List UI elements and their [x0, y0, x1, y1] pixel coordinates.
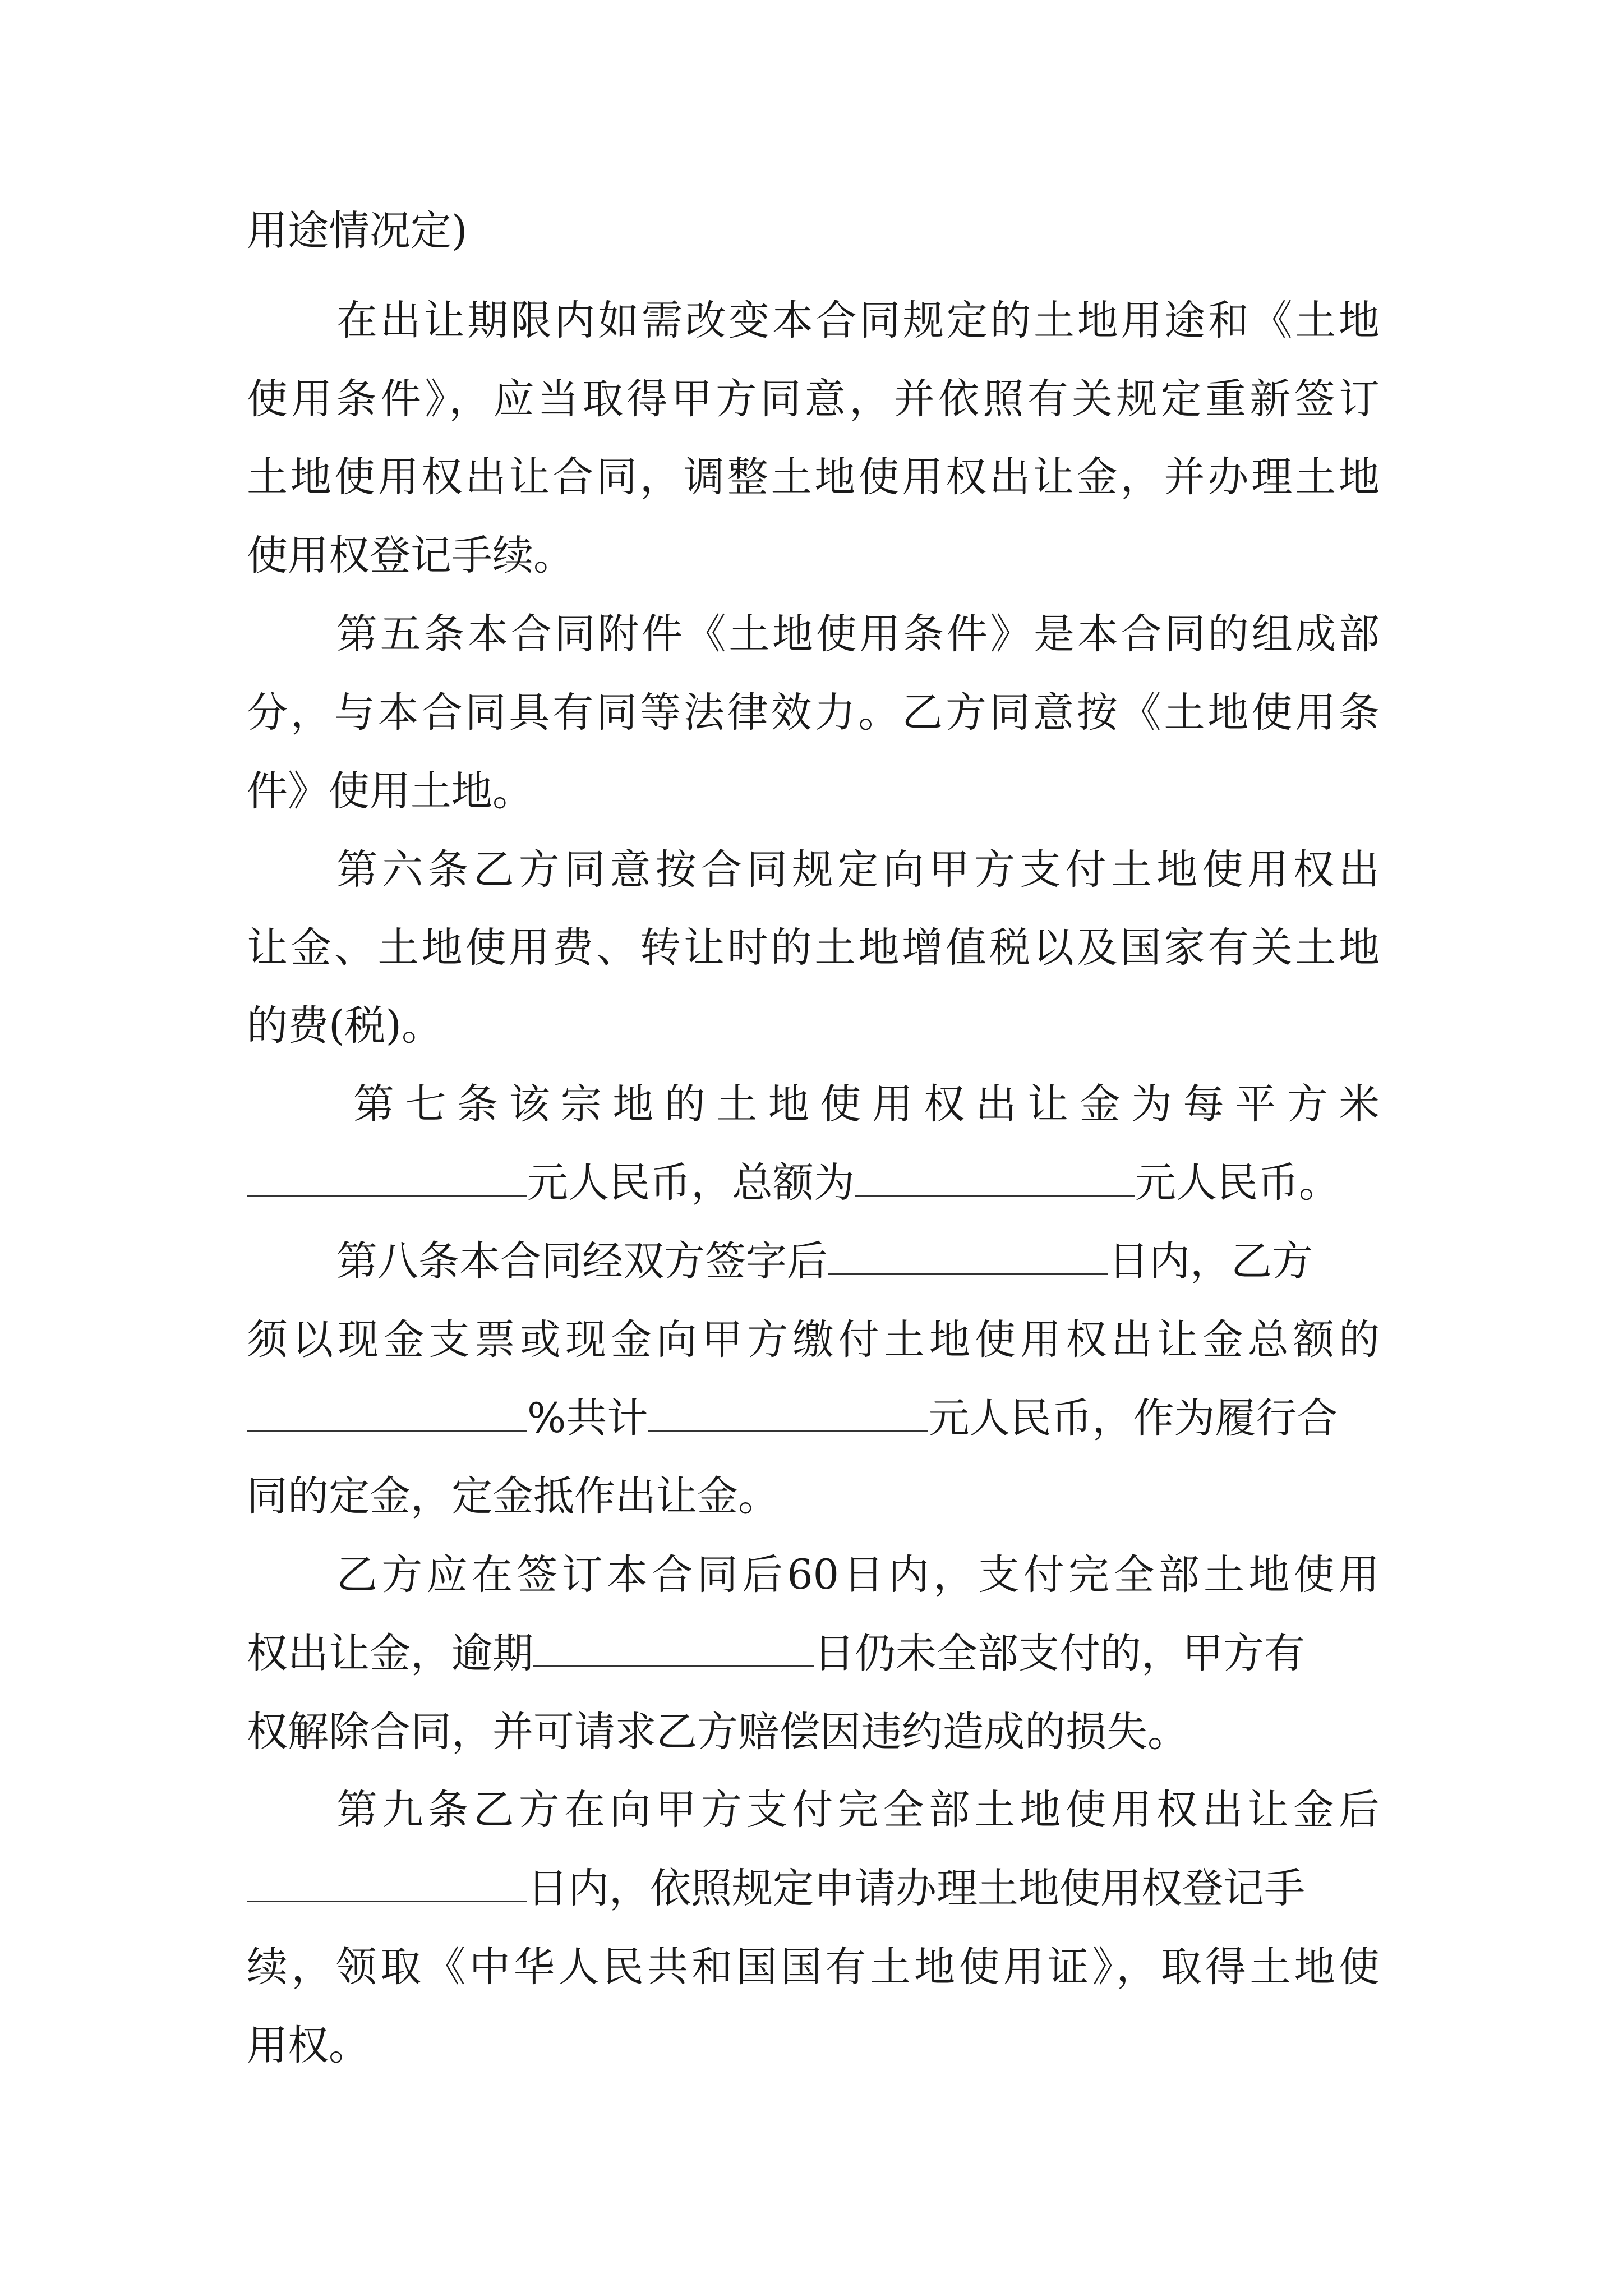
text-line: [336, 1234, 1313, 1290]
text-line: [247, 1391, 1338, 1447]
text-line: [247, 1155, 1340, 1211]
fill-in-blank: [533, 1632, 814, 1667]
line-segment: %共计: [527, 1395, 648, 1442]
fill-in-blank: [648, 1397, 928, 1432]
text-line: 使用权登记手续。: [247, 532, 574, 579]
line-segment: 权出让金，逾期: [247, 1630, 533, 1677]
text-line: 须以现金支票或现金向甲方缴付土地使用权出让金总额的: [247, 1316, 1380, 1364]
text-line: 第六条乙方同意按合同规定向甲方支付土地使用权出: [336, 846, 1380, 894]
text-line: 土地使用权出让合同，调整土地使用权出让金，并办理土地: [247, 453, 1380, 501]
text-line: 第九条乙方在向甲方支付完全部土地使用权出让金后: [336, 1786, 1380, 1834]
text-line: 的费(税)。: [247, 1002, 442, 1050]
fill-in-blank: [247, 1161, 527, 1197]
fill-in-blank: [247, 1867, 527, 1902]
text-line: 在出让期限内如需改变本合同规定的土地用途和《土地: [336, 297, 1380, 344]
line-segment: 元人民币，作为履行合: [928, 1395, 1338, 1442]
fill-in-blank: [828, 1240, 1108, 1275]
text-line: 第七条该宗地的土地使用权出让金为每平方米: [353, 1080, 1380, 1128]
text-line: 用权。: [247, 2022, 370, 2069]
line-segment: 元人民币，总额为: [527, 1159, 855, 1207]
text-line: [247, 1861, 1305, 1917]
text-line: [247, 1626, 1305, 1682]
line-segment: 日仍未全部支付的，甲方有: [814, 1630, 1305, 1677]
text-line: 同的定金，定金抵作出让金。: [247, 1473, 779, 1520]
text-line: 分，与本合同具有同等法律效力。乙方同意按《土地使用条: [247, 689, 1380, 737]
line-segment: 日内，依照规定申请办理土地使用权登记手: [527, 1865, 1305, 1912]
fill-in-blank: [855, 1161, 1135, 1197]
text-line: 让金、土地使用费、转让时的土地增值税以及国家有关土地: [247, 924, 1380, 972]
text-line: 件》使用土地。: [247, 767, 533, 815]
fill-in-blank: [247, 1397, 527, 1432]
text-line: 权解除合同，并可请求乙方赔偿因违约造成的损失。: [247, 1708, 1188, 1756]
text-line: 乙方应在签订本合同后60日内，支付完全部土地使用: [336, 1551, 1380, 1599]
line-segment: 元人民币。: [1135, 1159, 1340, 1207]
line-segment: 日内，乙方: [1108, 1237, 1313, 1285]
text-line: 第五条本合同附件《土地使用条件》是本合同的组成部: [336, 610, 1380, 658]
line-segment: 第八条本合同经双方签字后: [336, 1237, 828, 1285]
text-line: 用途情况定): [247, 207, 468, 255]
text-line: 续，领取《中华人民共和国国有土地使用证》，取得土地使: [247, 1943, 1380, 1991]
text-line: 使用条件》，应当取得甲方同意，并依照有关规定重新签订: [247, 375, 1380, 423]
